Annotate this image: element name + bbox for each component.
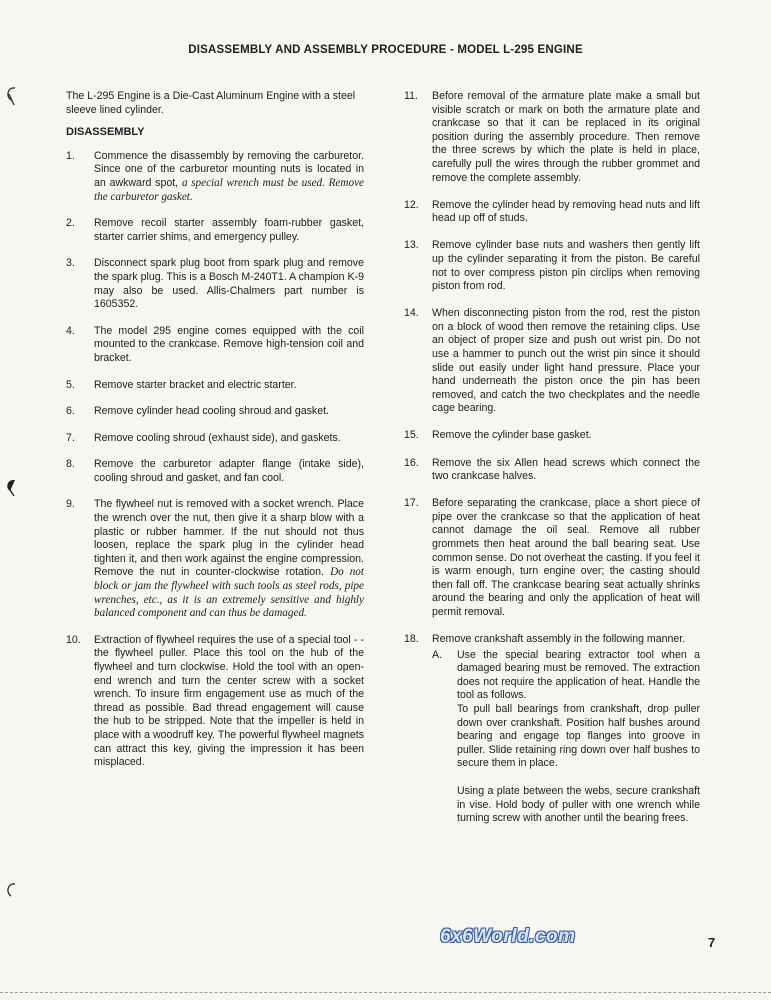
step-italic-text: a special wrench must be used. Remove the carburetor gasket. — [94, 176, 364, 203]
step-number: 6. — [66, 405, 75, 418]
step-number: 4. — [66, 324, 75, 337]
step-text: Remove starter bracket and electric starter. — [94, 378, 297, 391]
step-text: Extraction of flywheel requires the use of a special tool - - the flywheel puller. Place this tool on the hub of the flywheel and turn clockwise. Hold the tool with an open-end wrench and turn the center screw with a socket wrench. To insure firm engagement use as much of the thread as possible. Bad thread engagement will cause the hub to be stripped. Note that the impeller is held in place with a woodruff key. The powerful flywheel magnets can attract this key, giving the impression it has been misplaced. — [94, 633, 364, 769]
step-text: Remove the cylinder base gasket. — [432, 429, 592, 442]
step-text: Before removal of the armature plate make a small but visible scratch or mark on both the armature plate and crankcase so that it can be replaced in its original position during the assembly procedure. Then remove the three screws by which the plate is held in place, carefully pull the wires through the rubber grommet and remove the complete assembly. — [432, 90, 700, 184]
step-text: Disconnect spark plug boot from spark plug and remove the spark plug. This is a Bosch M-240T1. A champion K-9 may also be used. Allis-Chalmers part number is 1605352. — [94, 257, 364, 311]
left-column — [66, 90, 364, 783]
step-text: When disconnecting piston from the rod, rest the piston on a block of wood then remove the retaining clips. Use an object of proper size and push out wrist pin. Do not use a hammer to punch out the wrist pin since it should slide out easily under light hand pressure. Place your hand underneath the piston once the pin has been removed, and catch the two checkplates and the needle cage bearing. — [432, 307, 700, 415]
step-number: 10. — [66, 633, 81, 646]
step-text: Before separating the crankcase, place a short piece of pipe over the crankcase so that the application of heat cannot damage the oil seal. Remove all rubber grommets then heat around the ball bearing seat. Use common sense. Do not overheat the casting. If you feel it is warm enough, turn engine over; the casting should then fall off. The crankcase bearing seat actually shrinks around the bearing and only the application of heat will permit removal. — [432, 497, 700, 618]
step-number: 2. — [66, 217, 75, 230]
step-number: 1. — [66, 149, 75, 162]
step-2 — [66, 217, 364, 244]
step-text: Remove recoil starter assembly foam-rubber gasket, starter carrier shims, and emergency pulley. — [94, 217, 364, 243]
step-text: Remove crankshaft assembly in the following manner. — [432, 633, 686, 646]
step-text: Commence the disassembly by removing the carburetor. Since one of the carburetor mounting nuts is located in an awkward spot, — [94, 149, 364, 189]
step-number: 18. — [404, 633, 419, 646]
step-8 — [66, 458, 364, 485]
section-heading: DISASSEMBLY — [66, 126, 145, 139]
substep-paragraph: Use the special bearing extractor tool when a damaged bearing must be removed. The extraction does not require the application of heat. Handle the tool as follows. — [457, 648, 700, 702]
step-13 — [404, 239, 700, 293]
step-number: 11. — [404, 90, 418, 102]
binder-hole-mark-middle — [2, 476, 18, 498]
step-12 — [404, 199, 700, 226]
step-text: The flywheel nut is removed with a socket wrench. Place the wrench over the nut, then give it a sharp blow with a plastic or rubber hammer. If the nut should not thus loosen, replace the spark plug in the cylinder head tighten it, and then work against the engine compression. Remove the nut in counter-clockwise rotation. — [94, 498, 364, 579]
step-15 — [404, 429, 700, 443]
step-5 — [66, 379, 364, 393]
step-text: Remove cooling shroud (exhaust side), and gaskets. — [94, 431, 341, 444]
binder-hole-mark-top — [2, 84, 18, 106]
substep-paragraph: To pull ball bearings from crankshaft, drop puller down over crankshaft. Position half bushes around bearing and engage top flanges into groove in puller. Slide retaining ring down over half bushes to secure them in place. — [457, 703, 700, 770]
step-1 — [66, 150, 364, 204]
scan-bottom-edge — [0, 992, 771, 993]
step-text: Remove the six Allen head screws which connect the two crankcase halves. — [432, 456, 700, 483]
step-18 — [404, 633, 700, 826]
step-number: 7. — [66, 431, 75, 444]
step-number: 5. — [66, 378, 75, 391]
step-14 — [404, 307, 700, 416]
step-7 — [66, 432, 364, 446]
step-number: 8. — [66, 458, 75, 471]
step-text: Remove cylinder head cooling shroud and gasket. — [94, 405, 329, 418]
step-number: 13. — [404, 239, 419, 252]
step-number: 17. — [404, 497, 419, 510]
step-4 — [66, 325, 364, 366]
step-text: The model 295 engine comes equipped with the coil mounted to the crankcase. Remove high-tension coil and bracket. — [94, 324, 364, 364]
binder-hole-mark-bottom — [2, 880, 18, 902]
right-column — [404, 90, 700, 839]
step-number: 3. — [66, 257, 75, 270]
step-3 — [66, 257, 364, 311]
step-text: Remove the carburetor adapter flange (intake side), cooling shroud and gasket, and fan cool. — [94, 458, 364, 484]
step-6 — [66, 405, 364, 419]
step-text: Remove the cylinder head by removing head nuts and lift head up off of studs. — [432, 198, 700, 225]
step-10 — [66, 634, 364, 770]
step-number: 16. — [404, 456, 419, 469]
step-11 — [404, 90, 700, 185]
substep-label: A. — [432, 648, 443, 661]
intro-paragraph: The L-295 Engine is a Die-Cast Aluminum Engine with a steel sleeve lined cylinder. — [66, 90, 356, 116]
step-17 — [404, 497, 700, 619]
substep-a — [432, 649, 700, 826]
step-number: 15. — [404, 429, 419, 442]
watermark-logo: 6x6World.com — [440, 926, 576, 947]
step-text: Remove cylinder base nuts and washers then gently lift up the cylinder separating it from the piston. Be careful not to over compress piston pin circlips when removing piston from rod. — [432, 239, 700, 293]
substep-paragraph: Using a plate between the webs, secure crankshaft in vise. Hold body of puller with one wrench while turning screw with another until the bearing frees. — [457, 785, 700, 825]
step-9 — [66, 498, 364, 620]
step-italic-text: Do not block or jam the flywheel with such tools as steel rods, pipe wrenches, etc., as it is an extremely sensitive and highly balanced component and can thus be damaged. — [94, 566, 364, 620]
step-number: 14. — [404, 307, 419, 320]
page-number: 7 — [708, 935, 716, 950]
step-number: 12. — [404, 198, 419, 211]
page-title: DISASSEMBLY AND ASSEMBLY PROCEDURE - MODEL L-295 ENGINE — [188, 44, 583, 56]
step-number: 9. — [66, 498, 75, 511]
step-16 — [404, 457, 700, 484]
